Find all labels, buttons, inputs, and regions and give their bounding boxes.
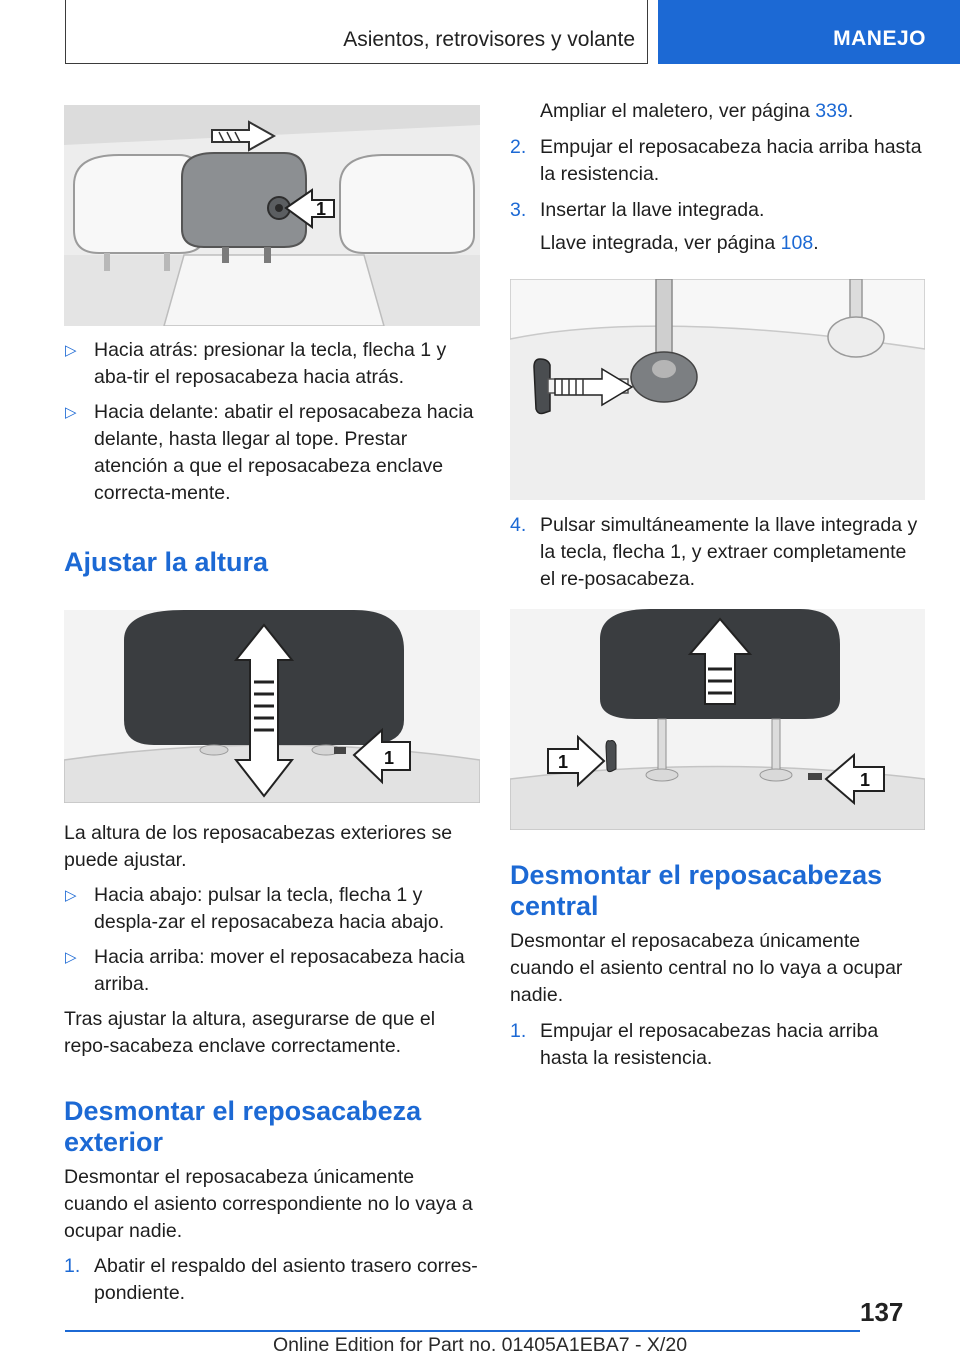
step-number: 1.	[510, 1020, 527, 1042]
step-central-1	[510, 1018, 925, 1072]
heading-adjust-height: Ajustar la altura	[64, 547, 269, 577]
page-link-339[interactable]: 339	[815, 100, 848, 122]
triangle-bullet-icon: ▷	[65, 949, 77, 966]
bullet-height-down	[64, 882, 480, 936]
step-exterior-3	[510, 197, 925, 224]
bullet-tilt-back	[64, 337, 480, 391]
step-text: Insertar la llave integrada.	[540, 199, 765, 221]
step-number: 3.	[510, 199, 527, 221]
step-exterior-4	[510, 512, 925, 593]
footer-edition: Online Edition for Part no. 01405A1EBA7 - X/20	[272, 1334, 688, 1356]
header-frame	[65, 0, 648, 64]
step-text: Ampliar el maletero, ver página	[540, 100, 816, 122]
step-exterior-2	[510, 134, 925, 188]
figure-headrest-tilt	[64, 105, 480, 326]
bullet-text: Hacia abajo: pulsar la tecla, flecha 1 y despla-zar el reposacabeza hacia abajo.	[94, 884, 445, 933]
left-column	[64, 105, 480, 1307]
chapter-tab[interactable]	[658, 0, 960, 64]
step-text: Pulsar simultáneamente la llave integrada y la tecla, flecha 1, y extraer completamente el re-posacabeza.	[540, 514, 918, 590]
para-remove-central: Desmontar el reposacabeza únicamente cuando el asiento central no lo vaya a ocupar nadie.	[510, 930, 903, 1006]
para-remove-exterior: Desmontar el reposacabeza únicamente cuando el asiento correspondiente no lo vaya a ocupar nadie.	[64, 1166, 473, 1242]
footer-divider	[65, 1330, 860, 1332]
bullet-height-up	[64, 944, 480, 998]
bullet-text: Hacia arriba: mover el reposacabeza hacia arriba.	[94, 946, 465, 995]
para-after-height: Tras ajustar la altura, asegurarse de que el repo-sacabeza enclave correctamente.	[64, 1008, 436, 1057]
heading-remove-central: Desmontar el reposacabezas central	[510, 860, 883, 921]
triangle-bullet-icon: ▷	[65, 404, 77, 421]
figure-callout-1: 1	[384, 748, 395, 768]
page-link-108[interactable]: 108	[780, 232, 814, 254]
figure-callout-1-left: 1	[558, 752, 569, 772]
figure-callout-1-right: 1	[860, 770, 871, 790]
step-number: 4.	[510, 514, 527, 536]
figure-headrest-remove	[510, 609, 925, 830]
section-title: Asientos, retrovisores y volante	[343, 28, 635, 51]
step-text: Llave integrada, ver página	[540, 232, 781, 254]
step-number: 2.	[510, 136, 527, 158]
heading-remove-exterior: Desmontar el reposacabeza exterior	[64, 1096, 422, 1157]
para-height-adjustable: La altura de los reposacabezas exteriores se puede ajustar.	[64, 822, 453, 871]
triangle-bullet-icon: ▷	[65, 342, 77, 359]
figure-integrated-key	[510, 279, 925, 500]
step-exterior-3-note: Llave integrada, ver página 108.	[540, 232, 819, 254]
step-text: Empujar el reposacabeza hacia arriba hasta la resistencia.	[540, 136, 922, 185]
step-exterior-1-continued: Ampliar el maletero, ver página 339.	[540, 100, 854, 122]
step-exterior-1	[64, 1253, 480, 1307]
step-number: 1.	[64, 1255, 81, 1277]
bullet-text: Hacia atrás: presionar la tecla, flecha 1 y aba-tir el reposacabeza hacia atrás.	[94, 339, 447, 388]
step-text: Empujar el reposacabezas hacia arriba hasta la resistencia.	[540, 1020, 879, 1069]
step-text: Abatir el respaldo del asiento trasero corres-pondiente.	[94, 1255, 478, 1304]
bullet-text: Hacia delante: abatir el reposacabeza hacia delante, hasta llegar al tope. Prestar atención a que el reposacabeza enclave correcta-mente.	[94, 401, 474, 504]
triangle-bullet-icon: ▷	[65, 887, 77, 904]
right-column	[510, 98, 925, 1072]
chapter-tab-label: MANEJO	[833, 27, 926, 50]
page-number: 137	[860, 1297, 904, 1327]
figure-callout-1: 1	[316, 199, 327, 219]
figure-headrest-height	[64, 610, 480, 803]
bullet-tilt-forward	[64, 399, 480, 507]
